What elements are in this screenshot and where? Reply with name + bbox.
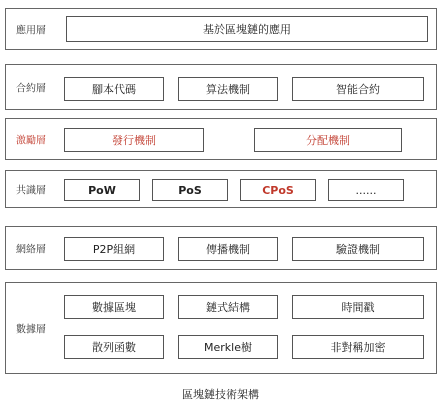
data-box-timestamp: 時間戳	[292, 295, 424, 319]
contract-box-algorithm: 算法機制	[178, 77, 278, 101]
layer-application	[5, 8, 437, 50]
layer-label-consensus: 共識層	[16, 185, 46, 197]
layer-contract	[5, 64, 437, 110]
network-box-propagation: 傳播機制	[178, 237, 278, 261]
incentive-box-issuance: 發行機制	[64, 128, 204, 152]
data-box-asymmetric: 非對稱加密	[292, 335, 424, 359]
network-box-verification: 驗證機制	[292, 237, 424, 261]
layer-network	[5, 226, 437, 270]
layer-incentive	[5, 118, 437, 160]
layer-data	[5, 282, 437, 374]
layer-label-network: 網絡層	[16, 244, 46, 256]
consensus-box-pow: PoW	[64, 179, 140, 201]
layer-label-application: 應用層	[16, 25, 46, 37]
consensus-box-pos: PoS	[152, 179, 228, 201]
diagram-caption: 區塊鏈技術架構	[182, 388, 259, 401]
incentive-box-distribution: 分配機制	[254, 128, 402, 152]
contract-box-script: 腳本代碼	[64, 77, 164, 101]
data-box-block: 數據區塊	[64, 295, 164, 319]
data-box-hash: 散列函數	[64, 335, 164, 359]
data-box-merkle: Merkle樹	[178, 335, 278, 359]
application-box: 基於區塊鏈的應用	[66, 16, 428, 42]
contract-box-smart-contract: 智能合約	[292, 77, 424, 101]
network-box-p2p: P2P組網	[64, 237, 164, 261]
layer-label-contract: 合約層	[16, 83, 46, 95]
consensus-box-cpos: CPoS	[240, 179, 316, 201]
data-box-chain: 鏈式結構	[178, 295, 278, 319]
layer-consensus	[5, 170, 437, 208]
layer-label-incentive: 激勵層	[16, 135, 46, 147]
layer-label-data: 數據層	[16, 324, 46, 336]
consensus-box-more: ......	[328, 179, 404, 201]
